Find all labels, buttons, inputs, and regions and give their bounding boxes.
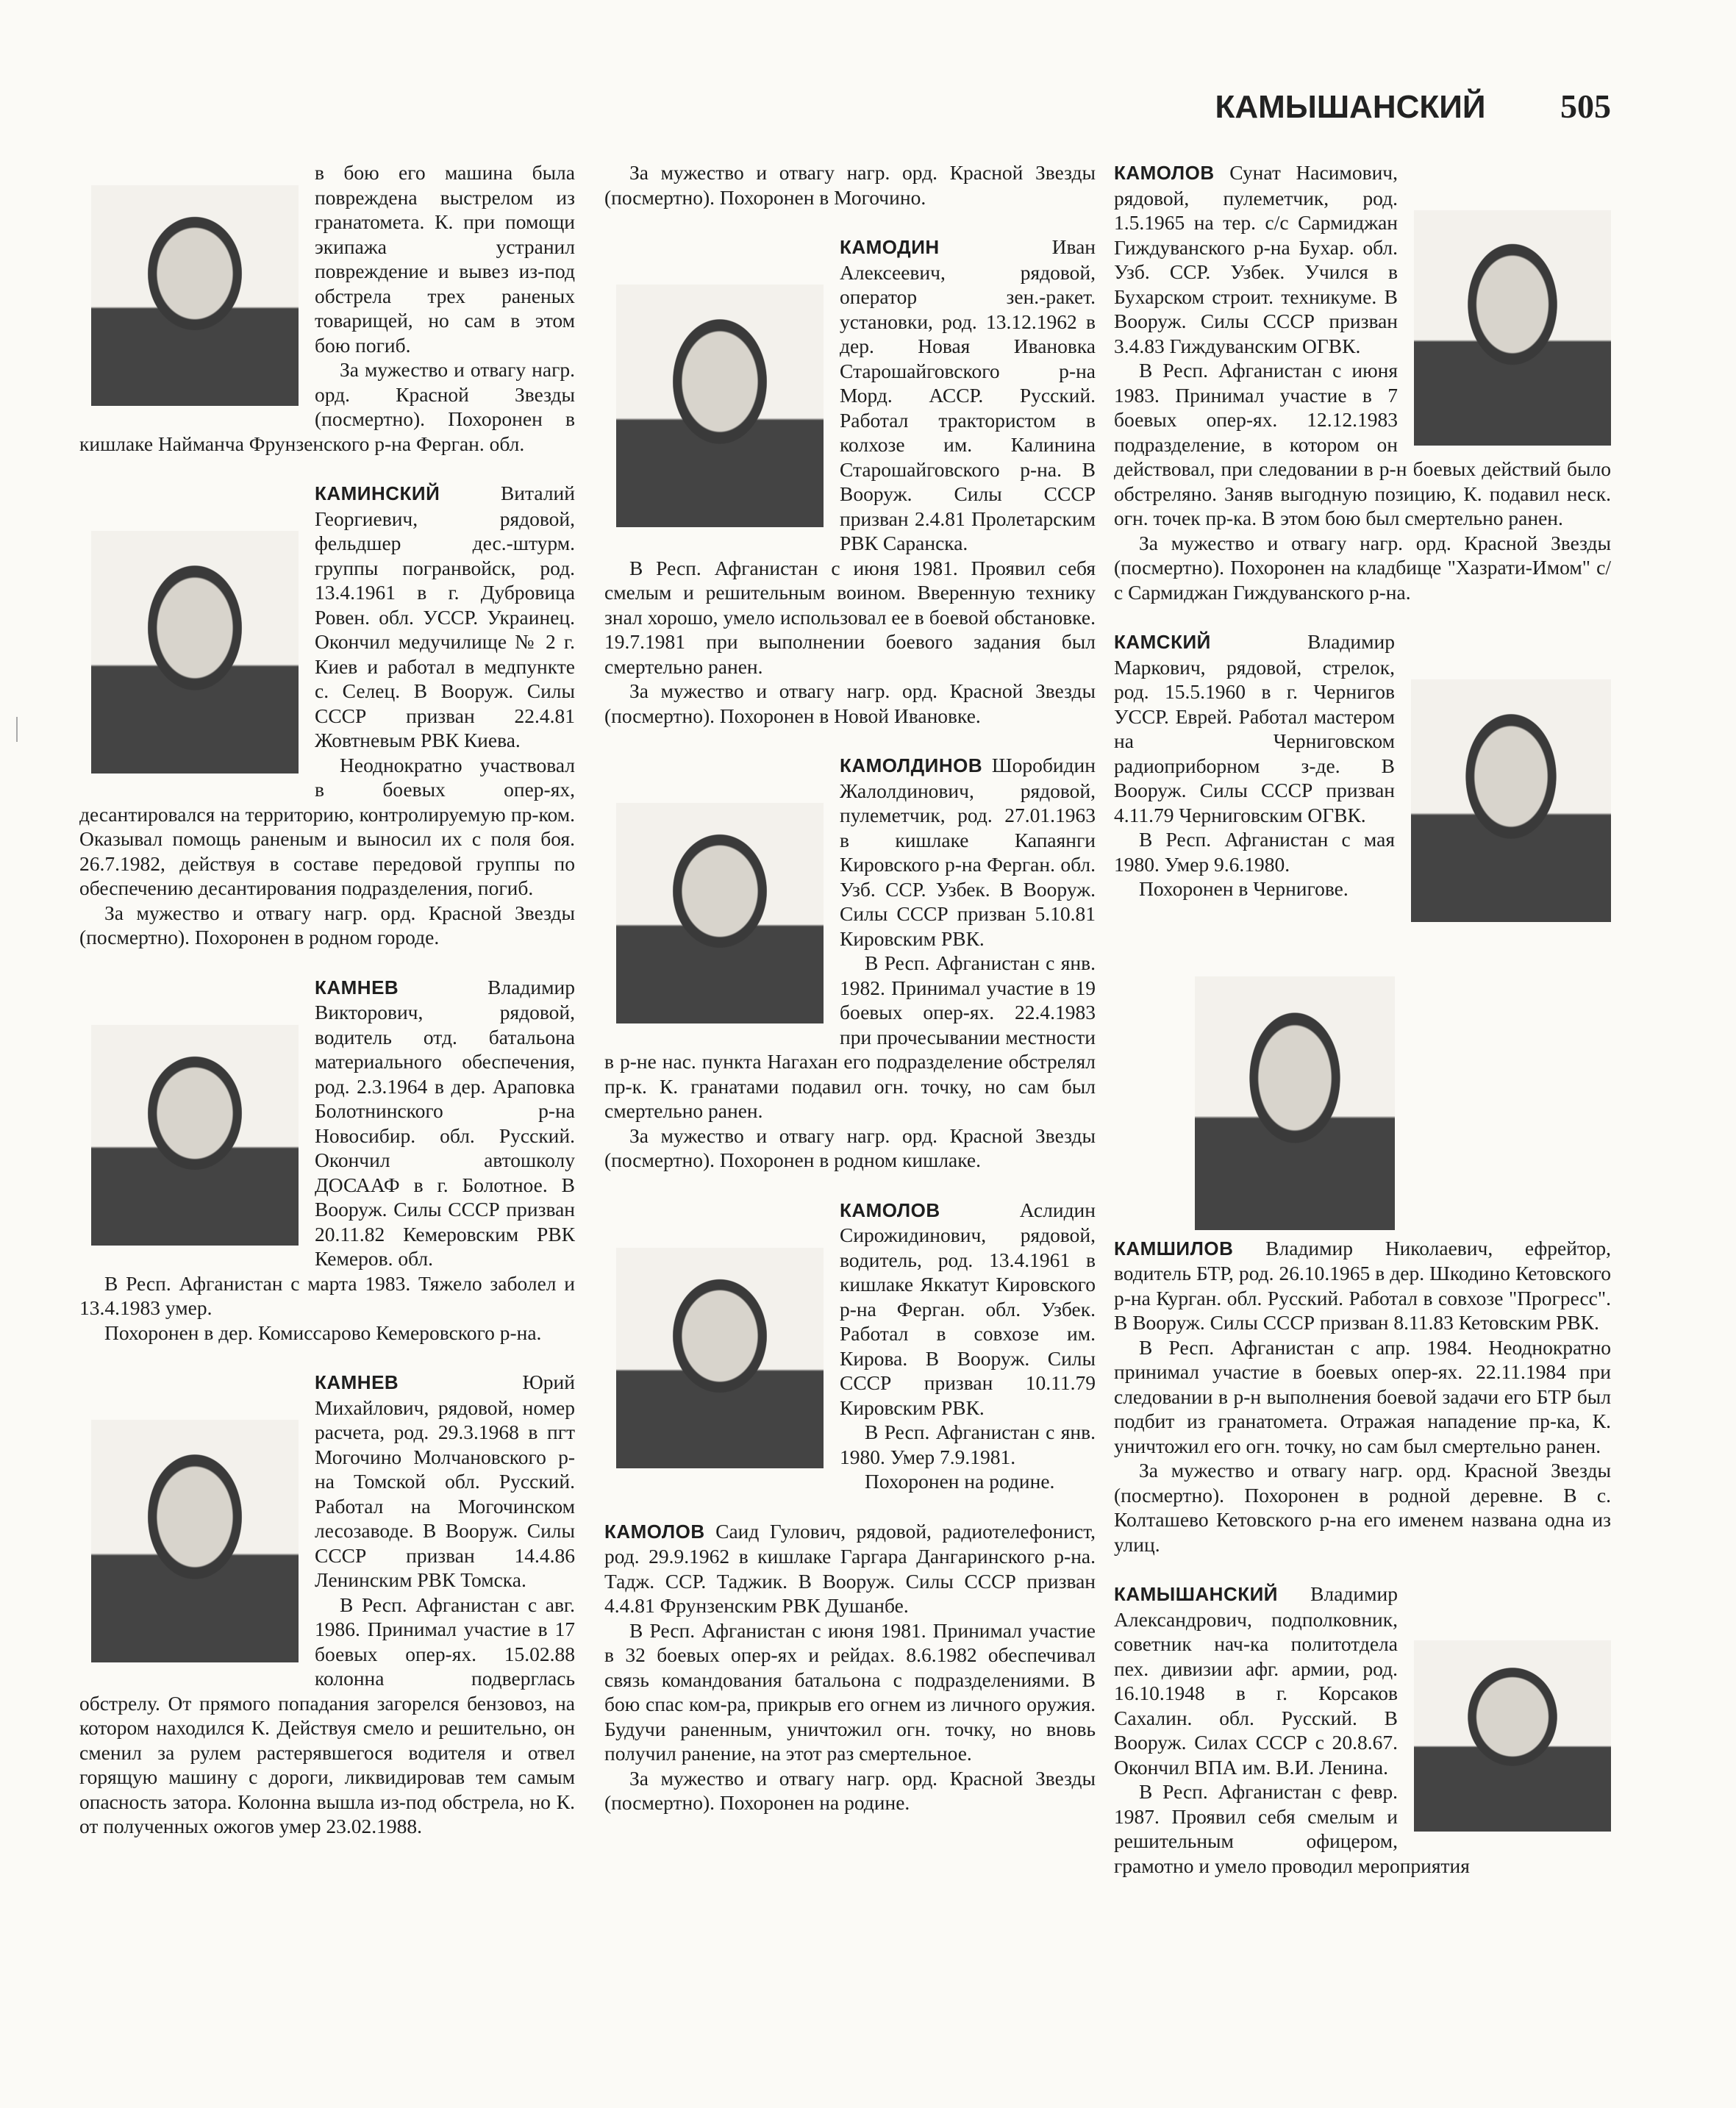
entry-kamolov-sunat <box>1114 160 1611 604</box>
entry-text: За мужество и отвагу нагр. орд. Красной Звезды (посмертно). Похоронен на родине. <box>604 1766 1096 1814</box>
entry-text: Шоробидин Жалолдинович, рядовой, пулеметчик, род. 27.01.1963 в кишлаке Капаянги Кировского р-на Ферган. обл. Узб. ССР. Узбек. В Вооруж. Силы СССР призван 5.10.81 Кировским РВК. <box>840 754 1096 950</box>
entry-text: В Респ. Афганистан с июня 1981. Проявил себя смелым и решительным воином. Вверенную технику знал хорошо, умело использовал ее в боевой обстановке. 19.7.1981 при выполнении боевого задания был смертельно ранен. <box>604 556 1096 678</box>
entry-surname: КАМЫШАНСКИЙ <box>1114 1583 1278 1605</box>
entry-surname: КАМИНСКИЙ <box>315 482 440 504</box>
entry-kamoldinov <box>604 753 1096 1173</box>
entry-text: В Респ. Афганистан с янв. 1980. Умер 7.9.1981. <box>840 1421 1096 1468</box>
entry-kamsky <box>1114 629 1611 901</box>
entry-text: Владимир Николаевич, ефрейтор, водитель БТР, род. 26.10.1965 в дер. Шкодино Кетовского р-на Курган. обл. Русский. Работал в совхозе "Прогресс". В Вооруж. Силы СССР призван 8.11.83 Кетовским РВК. <box>1114 1236 1611 1334</box>
entry-text: За мужество и отвагу нагр. орд. Красной Звезды (посмертно). Похоронен на кладбище "Хазрати-Имом" с/с Сармиджан Гиждуванского р-на. <box>1114 531 1611 604</box>
entry-surname: КАМОЛОВ <box>840 1198 940 1221</box>
entry-continuation <box>79 160 575 456</box>
portrait-photo <box>1411 679 1611 922</box>
page-number: 505 <box>1560 87 1611 125</box>
entry-text: Владимир Александрович, подполковник, советник нач-ка политотдела пех. дивизии афг. армии, род. 16.10.1948 в г. Корсаков Сахалин. обл. Русский. В Вооруж. Силах СССР с 20.8.67. Окончил ВПА им. В.И. Ленина. <box>1114 1582 1398 1779</box>
entry-surname: КАМОЛОВ <box>1114 162 1215 184</box>
entry-text: Похоронен в дер. Комиссарово Кемеровского р-на. <box>104 1321 542 1344</box>
entry-text: Иван Алексеевич, рядовой, оператор зен.-ракет. установки, род. 13.12.1962 в дер. Новая Ивановка Старошайговского р-на Морд. АССР. Русский. Работал трактористом в колхозе им. Калинина Старошайговского р-на. В Вооруж. Силы СССР призван 2.4.81 Пролетарским РВК Саранска. <box>840 235 1096 554</box>
entry-surname: КАМСКИЙ <box>1114 631 1211 653</box>
entry-text: Юрий Михайлович, рядовой, номер расчета, род. 29.3.1968 в пгт Могочино Молчановского р-на Томской обл. Русский. Работал на Могочинском лесозаводе. В Вооруж. Силы СССР призван 14.4.86 Ленинским РВК Томска. <box>315 1371 575 1591</box>
entry-text: В Респ. Афганистан с мая 1980. Умер 9.6.1980. <box>1114 828 1395 876</box>
entry-text: Владимир Викторович, рядовой, водитель отд. батальона материального обеспечения, род. 2.3.1964 в дер. Араповка Болотнинского р-на Новосибир. обл. Русский. Окончил автошколу ДОСААФ в г. Болотное. В Вооруж. Силы СССР призван 20.11.82 Кемеровским РВК Кемеров. обл. <box>315 975 575 1270</box>
entry-kamolov-aslidin <box>604 1198 1096 1494</box>
entry-surname: КАМОЛДИНОВ <box>840 754 983 776</box>
entry-text: в бою его машина была повреждена выстрелом из гранатомета. К. при помощи экипажа устранил повреждение и вывез из-под обстрела трех раненых товарищей, но сам в этом бою погиб. <box>315 161 575 357</box>
portrait-photo <box>616 803 824 1023</box>
portrait-photo <box>1195 976 1395 1230</box>
entry-kaminsky <box>79 481 575 950</box>
entry-continuation <box>604 160 1096 210</box>
entry-text: В Респ. Афганистан с июня 1981. Принимал участие в 32 боевых опер-ях и рейдах. 8.6.1982 обеспечивал связь командования батальона с подразделениями. В бою спас ком-ра, прикрыв его огнем из личного оружия. Будучи раненным, уничтожил огн. точку, но вновь получил ранение, на этот раз смертельное. <box>604 1618 1096 1765</box>
entry-surname: КАМНЕВ <box>315 1371 399 1393</box>
entry-text: За мужество и отвагу нагр. орд. Красной Звезды (посмертно). Похоронен в родном кишлаке. <box>604 1123 1096 1171</box>
portrait-photo <box>91 1420 299 1662</box>
entry-text: Виталий Георгиевич, рядовой, фельдшер дес.-штурм. группы погранвойск, род. 13.4.1961 в г. Дубровица Ровен. обл. УССР. Украинец. Окончил медучилище № 2 г. Киев и работал в медпункте с. Селец. В Вооруж. Силы СССР призван 22.4.81 Жовтневым РВК Киева. <box>315 482 575 751</box>
column-3 <box>1114 160 1611 1903</box>
entry-surname: КАМОДИН <box>840 236 940 258</box>
running-header-title: КАМЫШАНСКИЙ <box>1215 89 1486 125</box>
entry-kamnev-vladimir <box>79 975 575 1346</box>
portrait-photo <box>91 531 299 773</box>
portrait-photo <box>91 185 299 406</box>
entry-kamodin <box>604 235 1096 728</box>
entry-text: В Респ. Афганистан с авг. 1986. Принимал участие в 17 боевых опер-ях. 15.02.88 колонна подверглась обстрелу. От прямого попадания загорелся бензовоз, на котором находился К. Действуя смело и решительно, он сменил за рулем растерявшегося водителя и отвел горящую машину с дороги, ликвидировав тем самым опасность затора. Колонна вышла из-под обстрела, но К. от полученных ожогов умер 23.02.1988. <box>79 1593 575 1837</box>
entry-text: За мужество и отвагу нагр. орд. Красной Звезды (посмертно). Похоронен в Могочино. <box>604 161 1096 209</box>
portrait-photo <box>1414 1640 1611 1832</box>
entry-kamshilov <box>1114 926 1611 1557</box>
entry-text: Владимир Маркович, рядовой, стрелок, род. 15.5.1960 в г. Чернигов УССР. Еврей. Работал мастером на Черниговском радиоприборном з-де. В Вооруж. Силы СССР призван 4.11.79 Черниговским ОГВК. <box>1114 630 1395 826</box>
entry-text: В Респ. Афганистан с янв. 1982. Принимал участие в 19 боевых опер-ях. 22.4.1983 при прочесывании местности в р-не нас. пункта Нагахан его подразделение обстрелял пр-к. К. гранатами подавил огн. точку, но сам был смертельно ранен. <box>604 951 1096 1122</box>
portrait-photo <box>616 285 824 527</box>
entry-text: Аслидин Сирожидинович, рядовой, водитель, род. 13.4.1961 в кишлаке Яккатут Кировского р-на Ферган. обл. Узбек. Работал в совхозе им. Кирова. В Вооруж. Силы СССР призван 10.11.79 Кировским РВК. <box>840 1198 1096 1419</box>
column-2 <box>604 160 1096 1840</box>
portrait-photo <box>616 1248 824 1468</box>
entry-kamyshansky <box>1114 1582 1611 1878</box>
entry-text: В Респ. Афганистан с марта 1983. Тяжело заболел и 13.4.1983 умер. <box>79 1271 575 1319</box>
entry-text: Похоронен на родине. <box>865 1470 1055 1493</box>
portrait-photo <box>91 1025 299 1246</box>
entry-text: За мужество и отвагу нагр. орд. Красной Звезды (посмертно). Похоронен в Новой Ивановке. <box>604 679 1096 727</box>
entry-text: В Респ. Афганистан с февр. 1987. Проявил себя смелым и решительным офицером, грамотно и умело проводил мероприятия <box>1114 1780 1470 1877</box>
entry-text: Неоднократно участвовал в боевых опер-ях, десантировался на территорию, контролируемую пр-ком. Оказывал помощь раненым и выносил их с поля боя. 26.7.1982, действуя в составе передовой группы по обеспечению десантирования подразделения, погиб. <box>79 753 575 899</box>
portrait-photo <box>1414 210 1611 446</box>
running-header <box>1215 87 1611 126</box>
entry-text: В Респ. Афганистан с июня 1983. Принимал участие в 7 боевых опер-ях. 12.12.1983 подразделение, в котором он действовал, при следовании в р-н боевых действий было обстреляно. Заняв выгодную позицию, К. подавил неск. огн. точек пр-ка. В этом бою был смертельно ранен. <box>1114 359 1611 529</box>
entry-text: В Респ. Афганистан с апр. 1984. Неоднократно принимал участие в боевых опер-ях. 22.11.1984 при следовании в р-н выполнения боевой задачи его БТР был подбит из гранатомета. Отражая нападение пр-ка, К. уничтожил его огн. точку, но сам был смертельно ранен. <box>1114 1335 1611 1457</box>
entry-text: Сунат Насимович, рядовой, пулеметчик, род. 1.5.1965 на тер. с/с Сармиджан Гиждуванского р-на Бухар. обл. Узб. ССР. Узбек. Учился в Бухарском строит. техникуме. В Вооруж. Силы СССР призван 3.4.83 Гиждуванским ОГВК. <box>1114 161 1398 357</box>
margin-mark <box>16 717 25 742</box>
entry-text: Саид Гулович, рядовой, радиотелефонист, род. 29.9.1962 в кишлаке Гаргара Дангаринского р-на. Тадж. ССР. Таджик. В Вооруж. Силы СССР призван 4.4.81 Фрунзенским РВК Душанбе. <box>604 1519 1096 1617</box>
entry-text: За мужество и отвагу нагр. орд. Красной Звезды (посмертно). Похоронен в родном городе. <box>79 901 575 948</box>
entry-text: За мужество и отвагу нагр. орд. Красной Звезды (посмертно). Похоронен в родной деревне. В с. Колташево Кетовского р-на его именем названа одна из улиц. <box>1114 1459 1611 1556</box>
entry-kamolov-said <box>604 1519 1096 1815</box>
column-1 <box>79 160 575 1864</box>
entry-surname: КАМШИЛОВ <box>1114 1237 1234 1260</box>
entry-surname: КАМОЛОВ <box>604 1520 705 1543</box>
entry-surname: КАМНЕВ <box>315 976 399 998</box>
entry-text: За мужество и отвагу нагр. орд. Красной Звезды (посмертно). Похоронен в кишлаке Найманча Фрунзенского р-на Ферган. обл. <box>79 358 575 455</box>
entry-text: Похоронен в Чернигове. <box>1139 877 1349 900</box>
entry-kamnev-yuri <box>79 1370 575 1839</box>
